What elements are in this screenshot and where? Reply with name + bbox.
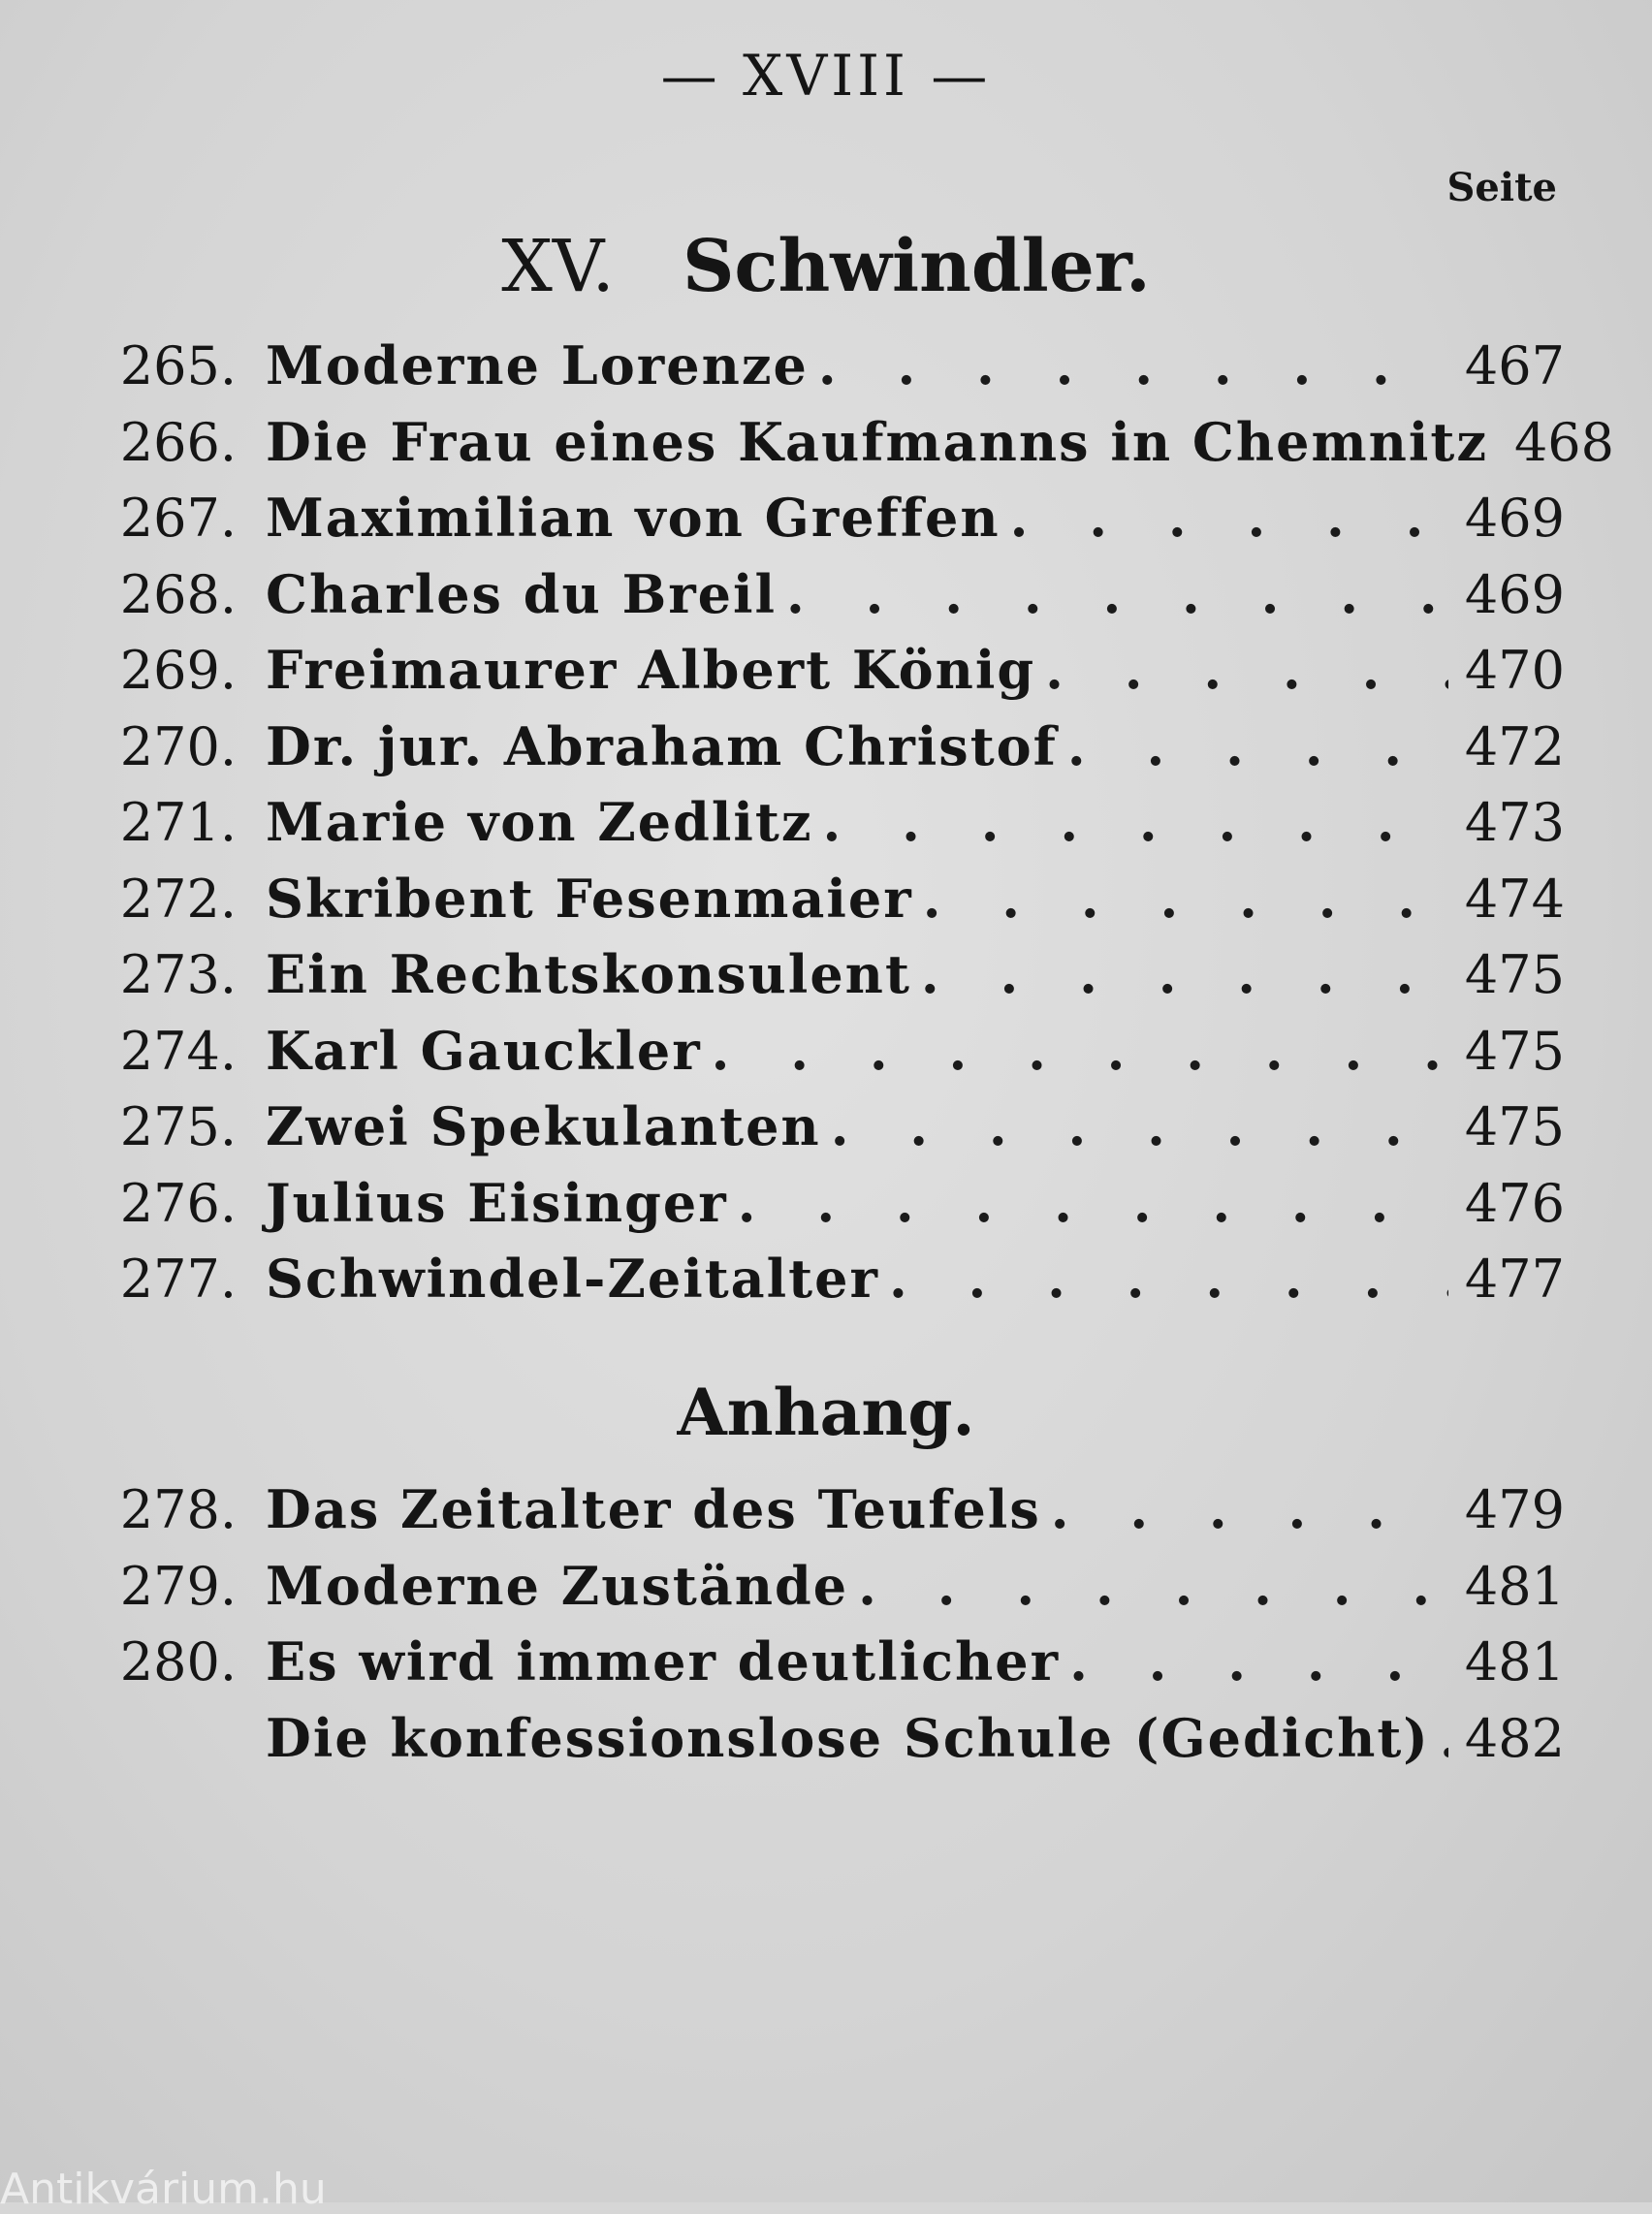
entry-page: 470 (1464, 640, 1565, 701)
entry-number: 270. (119, 715, 237, 777)
entry-title: Es wird immer deutlicher (266, 1630, 1061, 1692)
entry-page: 476 (1464, 1172, 1565, 1234)
section-title: Schwindler. (682, 225, 1151, 308)
entry-page: 479 (1464, 1479, 1565, 1540)
toc-entry (101, 334, 1565, 411)
dot-leader (823, 791, 1448, 853)
dot-leader (1069, 1630, 1448, 1692)
entry-page: 475 (1464, 1096, 1565, 1157)
entry-number: 273. (119, 944, 237, 1005)
entry-title: Julius Eisinger (266, 1171, 728, 1234)
dot-leader (1010, 487, 1448, 549)
toc-list (101, 334, 1615, 1324)
entry-title: Maximilian von Greffen (266, 487, 1001, 549)
entry-page: 475 (1464, 944, 1565, 1005)
entry-page: 481 (1464, 1631, 1565, 1692)
dot-leader (923, 868, 1448, 930)
entry-title: Ein Rechtskonsulent (266, 943, 911, 1005)
dot-leader (858, 1555, 1448, 1617)
entry-page: 473 (1464, 792, 1565, 853)
page-column-label: Seite (1446, 165, 1557, 210)
entry-page: 468 (1513, 411, 1615, 473)
entry-number: 276. (119, 1172, 237, 1234)
entry-page: 469 (1464, 563, 1565, 625)
entry-title: Das Zeitalter des Teufels (266, 1478, 1041, 1540)
entry-number: 279. (119, 1555, 237, 1617)
toc-entry (101, 487, 1565, 563)
entry-number: 268. (119, 563, 237, 625)
entry-number: 274. (119, 1020, 237, 1082)
toc-entry (101, 1020, 1565, 1096)
page-number: — XVIII — (660, 43, 992, 109)
entry-number: 278. (119, 1479, 237, 1540)
entry-title: Skribent Fesenmaier (266, 867, 913, 930)
entry-number: 267. (119, 488, 237, 549)
toc-entry (101, 1555, 1565, 1631)
entry-page: 467 (1464, 335, 1565, 396)
dot-leader (1440, 1707, 1448, 1769)
toc-entry (101, 1630, 1565, 1707)
entry-title: Karl Gauckler (266, 1019, 702, 1082)
entry-page: 482 (1464, 1707, 1565, 1769)
entry-title: Die Frau eines Kaufmanns in Chemnitz (266, 410, 1489, 473)
dot-leader (786, 563, 1448, 625)
entry-number: 265. (119, 335, 237, 396)
toc-entry (101, 1172, 1565, 1249)
appendix-list (101, 1478, 1565, 1783)
appendix-heading: Anhang. (677, 1375, 975, 1450)
entry-page: 475 (1464, 1020, 1565, 1082)
watermark: Antikvárium.hu (0, 2165, 327, 2214)
entry-page: 477 (1464, 1249, 1565, 1310)
toc-entry (101, 1095, 1565, 1172)
entry-page: 469 (1464, 488, 1565, 549)
section-roman-numeral: XV. (501, 225, 615, 308)
entry-number: 269. (119, 640, 237, 701)
toc-entry (101, 868, 1565, 944)
dot-leader (831, 1095, 1448, 1157)
dot-leader (1067, 715, 1448, 777)
entry-page: 481 (1464, 1555, 1565, 1617)
entry-number: 280. (119, 1631, 237, 1692)
entry-title: Moderne Zustände (266, 1554, 849, 1617)
dot-leader (921, 943, 1448, 1005)
toc-entry (101, 1248, 1565, 1324)
entry-title: Dr. jur. Abraham Christof (266, 714, 1058, 777)
toc-entry (101, 943, 1565, 1020)
toc-entry (101, 639, 1565, 715)
toc-entry (101, 1707, 1565, 1784)
entry-title: Zwei Spekulanten (266, 1095, 821, 1157)
dot-leader (889, 1248, 1448, 1310)
dot-leader (1051, 1478, 1448, 1540)
entry-page: 474 (1464, 868, 1565, 930)
toc-entry (101, 791, 1565, 868)
entry-page: 472 (1464, 715, 1565, 777)
dot-leader (818, 334, 1448, 396)
entry-number: 275. (119, 1096, 237, 1157)
toc-entry (101, 563, 1565, 640)
entry-number: 266. (119, 411, 237, 473)
entry-title: Schwindel-Zeitalter (266, 1248, 879, 1310)
dot-leader (712, 1020, 1448, 1082)
entry-title: Freimaurer Albert König (266, 639, 1036, 701)
section-heading (0, 225, 1652, 308)
entry-title: Marie von Zedlitz (266, 791, 813, 853)
entry-number: 277. (119, 1249, 237, 1310)
toc-entry (101, 1478, 1565, 1555)
entry-title: Moderne Lorenze (266, 334, 809, 396)
entry-number: 272. (119, 868, 237, 930)
toc-entry (101, 410, 1615, 488)
dot-leader (1045, 639, 1448, 701)
entry-title: Die konfessionslose Schule (Gedicht) (266, 1706, 1430, 1769)
entry-number: 271. (119, 792, 237, 853)
dot-leader (738, 1172, 1448, 1234)
entry-title: Charles du Breil (266, 562, 778, 625)
toc-entry (101, 715, 1565, 792)
